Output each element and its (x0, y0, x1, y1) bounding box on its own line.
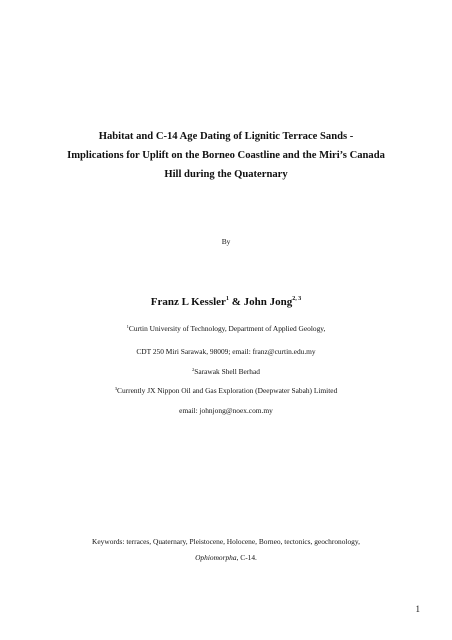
author-1-name: Franz L Kessler (150, 296, 226, 308)
page-number: 1 (415, 604, 420, 614)
by-label: By (221, 237, 231, 246)
author-line (40, 296, 412, 308)
affiliation-1-line-2: CDT 250 Miri Sarawak, 98009; email: franz@curtin.edu.my (136, 347, 316, 356)
title-line-2: Implications for Uplift on the Borneo Coastline and the Miri’s Canada (67, 150, 385, 161)
affiliation-2-superscript: 2 (192, 367, 195, 372)
affiliation-1-line-1: Curtin University of Technology, Department of Applied Geology, (128, 324, 326, 333)
affiliation-3-email: email: johnjong@noex.com.my (179, 406, 273, 415)
author-2-name: John Jong (243, 296, 293, 308)
affiliation-2-text: Sarawak Shell Berhad (194, 367, 260, 376)
affiliation-1-superscript: 1 (126, 324, 129, 329)
keywords-line-2 (40, 550, 412, 566)
author-1-superscript: 1 (225, 296, 229, 302)
title-line-3: Hill during the Quaternary (164, 169, 288, 180)
keywords (40, 534, 412, 566)
affiliation-1 (40, 324, 412, 333)
author-separator: & (228, 296, 244, 308)
paper-title (40, 127, 412, 184)
affiliation-3 (40, 386, 412, 395)
title-line-1: Habitat and C-14 Age Dating of Lignitic Terrace Sands - (98, 131, 354, 142)
affiliation-3-line-1: Currently JX Nippon Oil and Gas Exploration (Deepwater Sabah) Limited (117, 386, 338, 395)
keywords-line-1: Keywords: terraces, Quaternary, Pleistocene, Holocene, Borneo, tectonics, geochronology, (92, 537, 360, 546)
affiliation-3-superscript: 3 (114, 386, 118, 391)
keyword-ophiomorpha: Ophiomorpha (195, 553, 237, 562)
affiliation-2 (40, 367, 412, 376)
keywords-line-2-rest: , C-14. (236, 553, 257, 562)
author-2-superscript: 2, 3 (292, 296, 302, 302)
